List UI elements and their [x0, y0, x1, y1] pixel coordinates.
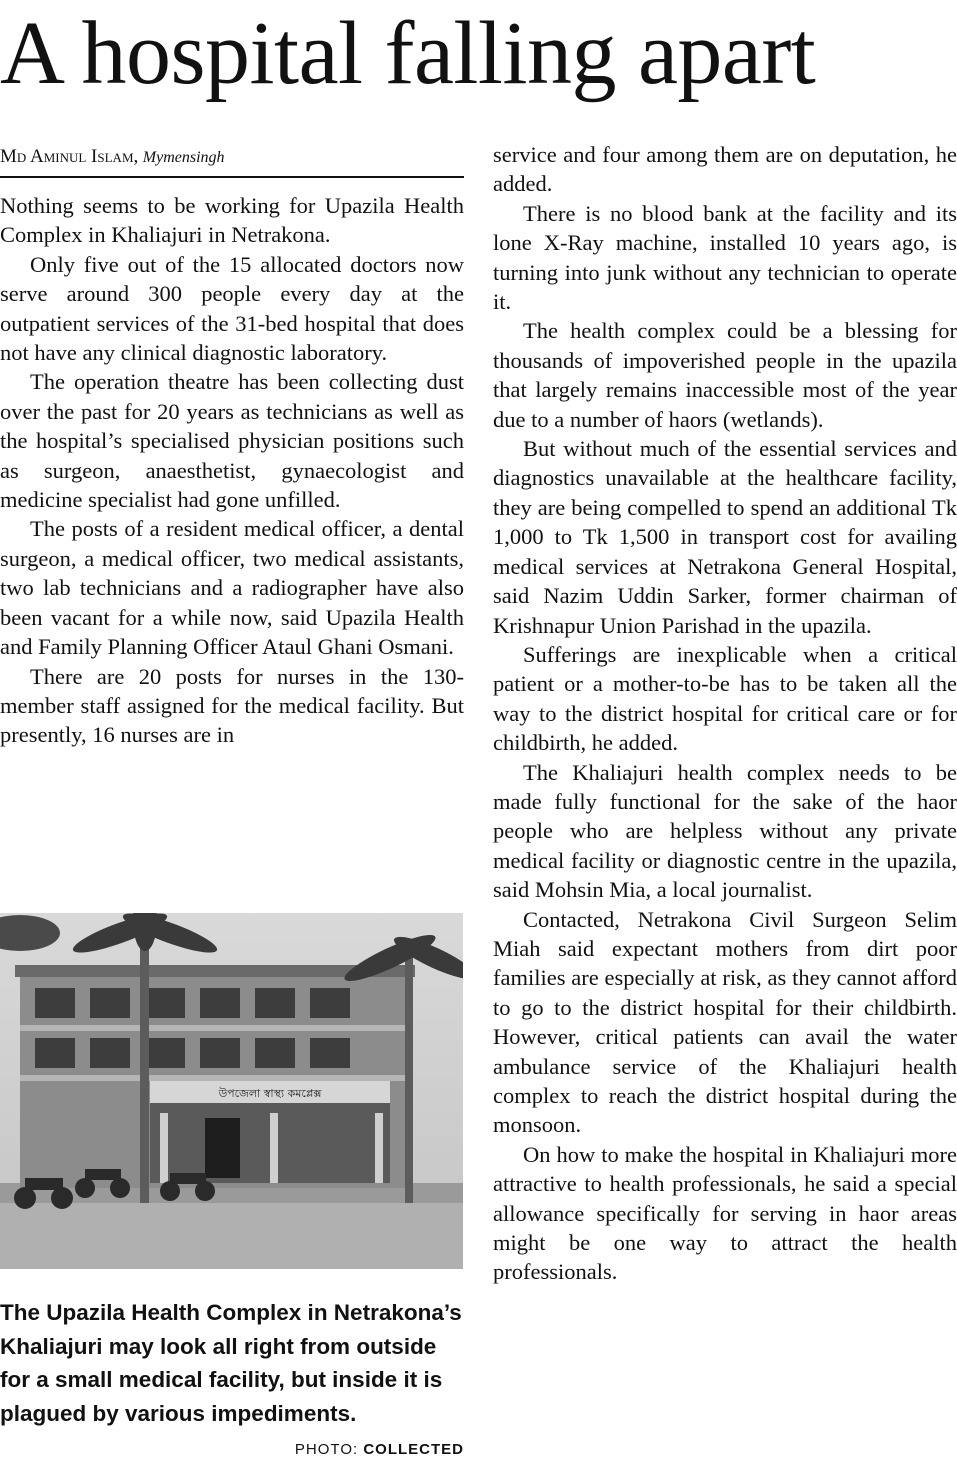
article-column-1 [0, 191, 464, 750]
paragraph: The health complex could be a blessing for thousands of impoverished people in the upazila that largely remains inaccessible most of the year due to a number of haors (wetlands). [493, 318, 957, 432]
byline [0, 144, 464, 178]
paragraph: On how to make the hospital in Khaliajuri more attractive to health professionals, he said a special allowance specifically for serving in haor areas might be one way to attract the health professionals. [493, 1141, 957, 1285]
paragraph: The posts of a resident medical officer, a dental surgeon, a medical officer, two medical assistants, two lab technicians and a radiographer have also been vacant for a while now, said Upazila Health and Family Planning Officer Ataul Ghani Osmani. [0, 516, 464, 660]
article-column-2 [493, 140, 957, 1287]
paragraph: Contacted, Netrakona Civil Surgeon Selim Miah said expectant mothers from dirt poor families are especially at risk, as they cannot afford to go to the district hospital for their childbirth. However, critical patients can avail the water ambulance service of the Khaliajuri health complex to reach the district hospital during the monsoon. [493, 906, 957, 1138]
photo-caption: The Upazila Health Complex in Netrakona’s Khaliajuri may look all right from outside for a small medical facility, but inside it is plagued by various impediments. [0, 1300, 462, 1426]
paragraph: Nothing seems to be working for Upazila Health Complex in Khaliajuri in Netrakona. [0, 193, 464, 248]
hospital-photo [0, 913, 463, 1269]
hospital-building-illustration [0, 913, 463, 1269]
photo-credit-label: PHOTO: [294, 1441, 359, 1458]
building-sign: উপজেলা স্বাস্থ্য কমপ্লেক্স [218, 1087, 322, 1100]
paragraph: The Khaliajuri health complex needs to be made fully functional for the sake of the haor people who are helpless without any private medical facility or diagnostic centre in the upazila, said Mohsin Mia, a local journalist. [493, 759, 957, 903]
paragraph: There is no blood bank at the facility and its lone X-Ray machine, installed 10 years ago, is turning into junk without any technician to operate it. [493, 200, 957, 315]
byline-author: Md Aminul Islam, [0, 146, 139, 167]
paragraph: Sufferings are inexplicable when a critical patient or a mother-to-be has to be taken all the way to the district hospital for critical care or for childbirth, he added. [493, 641, 957, 756]
paragraph: service and four among them are on deputation, he added. [493, 142, 957, 197]
byline-location: Mymensingh [142, 149, 225, 166]
paragraph: The operation theatre has been collecting dust over the past for 20 years as technicians as well as the hospital’s specialised physician positions such as surgeon, anaesthetist, gynaecologist and medicine specialist had gone unfilled. [0, 369, 464, 513]
headline: A hospital falling apart [0, 4, 816, 103]
paragraph: There are 20 posts for nurses in the 130-member staff assigned for the medical facility. But presently, 16 nurses are in [0, 663, 464, 748]
paragraph: But without much of the essential services and diagnostics unavailable at the healthcare facility, they are being compelled to spend an additional Tk 1,000 to Tk 1,500 in transport cost for availing medical services at Netrakona General Hospital, said Nazim Uddin Sarker, former chairman of Krishnapur Union Parishad in the upazila. [493, 436, 957, 638]
photo-credit [278, 1440, 464, 1460]
photo-credit-source: COLLECTED [363, 1441, 464, 1458]
paragraph: Only five out of the 15 allocated doctors now serve around 300 people every day at the outpatient services of the 31-bed hospital that does not have any clinical diagnostic laboratory. [0, 251, 464, 366]
